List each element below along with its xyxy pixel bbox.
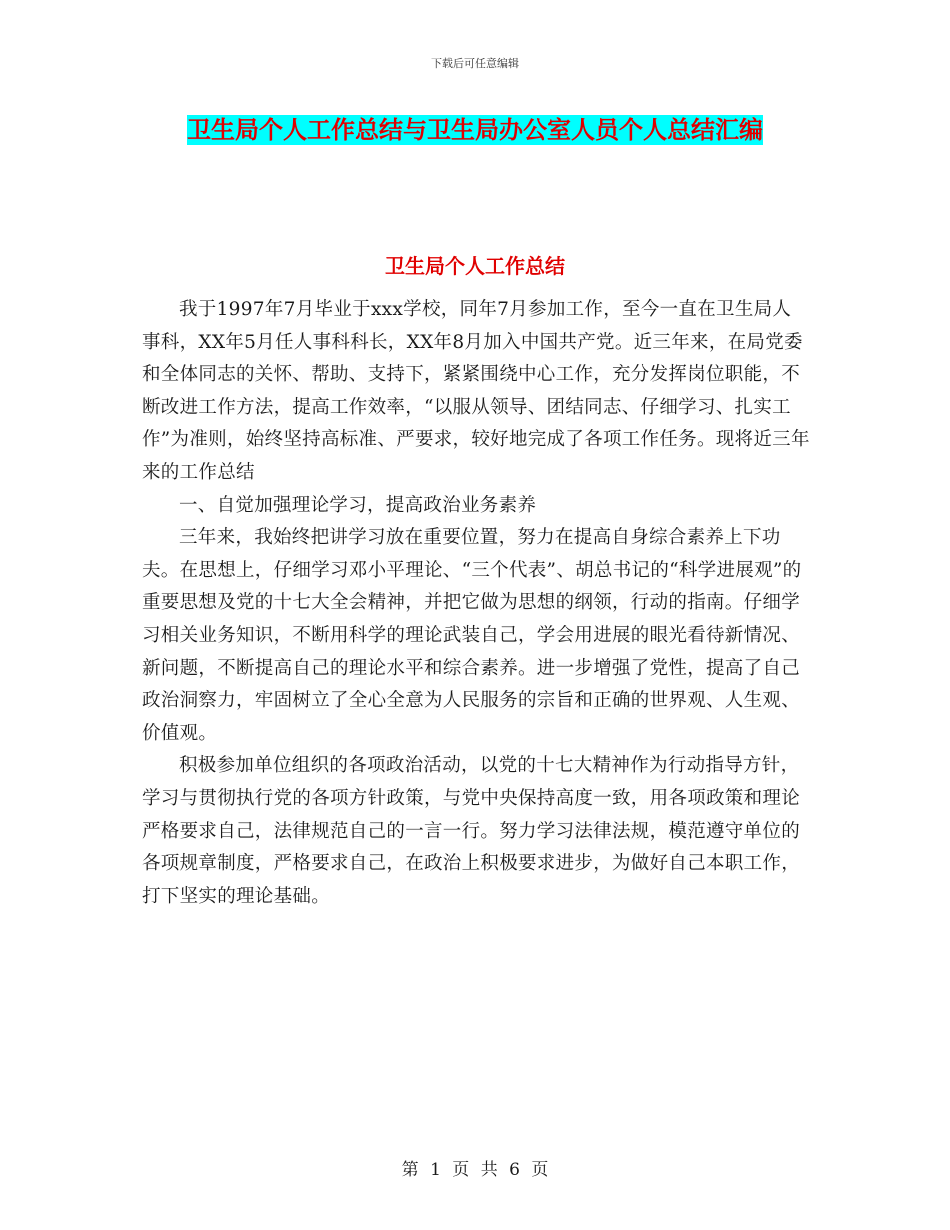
document-title-text: 卫生局个人工作总结与卫生局办公室人员个人总结汇编: [187, 116, 763, 144]
subheading-theory-study: 一、自觉加强理论学习，提高政治业务素养: [179, 494, 537, 516]
paragraph-political-activities: 积极参加单位组织的各项政治活动，以党的十七大精神作为行动指导方针，学习与贯彻执行党的各项方针政策，与党中央保持高度一致，用各项政策和理论严格要求自己，法律规范自己的一言一行。努力学习法律法规，模范遵守单位的各项规章制度，严格要求自己，在政治上积极要求进步，为做好自己本职工作，打下坚实的理论基础。: [142, 755, 801, 907]
document-body: [142, 294, 810, 913]
paragraph-study: 三年来，我始终把讲学习放在重要位置，努力在提高自身综合素养上下功夫。在思想上，仔细学习邓小平理论、“三个代表”、胡总书记的“科学进展观”的重要思想及党的十七大全会精神，并把它做为思想的纲领，行动的指南。仔细学习相关业务知识，不断用科学的理论武装自己，学会用进展的眼光看待新情况、新问题，不断提高自己的理论水平和综合素养。进一步增强了党性，提高了自己政治洞察力，牢固树立了全心全意为人民服务的宗旨和正确的世界观、人生观、价值观。: [142, 527, 802, 744]
paragraph-intro: 我于1997年7月毕业于xxx学校，同年7月参加工作，至今一直在卫生局人事科，XX年5月任人事科科长，XX年8月加入中国共产党。近三年来，在局党委和全体同志的关怀、帮助、支持下，紧紧围绕中心工作，充分发挥岗位职能，不断改进工作方法，提高工作效率，“以服从领导、团结同志、仔细学习、扎实工作”为准则，始终坚持高标准、严要求，较好地完成了各项工作任务。现将近三年来的工作总结: [142, 299, 810, 483]
page-footer: 第 1 页 共 6 页: [401, 1160, 549, 1180]
header-note: 下载后可任意编辑: [431, 57, 519, 70]
document-title: [140, 108, 810, 152]
section-title: 卫生局个人工作总结: [385, 254, 565, 278]
